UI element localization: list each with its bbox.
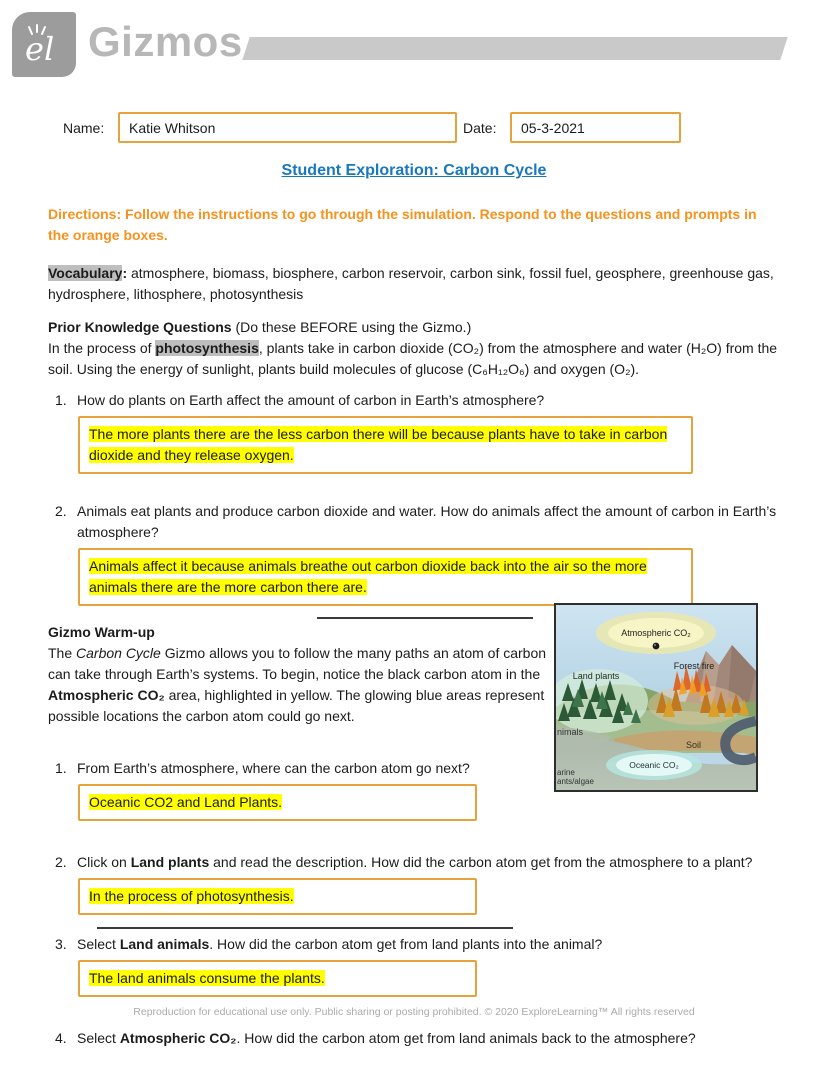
question-text	[77, 852, 780, 873]
answer-blank-line	[97, 927, 513, 929]
forest-fire-label[interactable]: Forest fire	[673, 661, 715, 671]
warmup-run: The	[48, 645, 77, 661]
question-number: 4.	[55, 1030, 67, 1046]
question-number: 1.	[55, 760, 67, 776]
el-script-icon	[12, 12, 76, 77]
question-run: Select	[77, 1030, 120, 1046]
page-title: Student Exploration: Carbon Cycle	[281, 162, 547, 179]
warmup-answer-box-3[interactable]	[78, 960, 477, 997]
warmup-heading: Gizmo Warm-up	[48, 624, 155, 640]
warmup-question-2	[48, 852, 780, 873]
warmup-answer-box-2[interactable]	[78, 878, 477, 915]
oceanic-co2-label[interactable]: Oceanic CO₂	[629, 760, 679, 770]
warmup-answer-box-1[interactable]	[78, 784, 477, 821]
explorelearning-logo	[12, 12, 76, 77]
warmup-run: Gizmo allows you to follow the many paths an atom of carbon can take through Earth’s systems. To begin, notice the black carbon atom in the	[48, 645, 547, 682]
atmospheric-co2-bold: Atmospheric CO₂	[48, 687, 165, 703]
prior-question-2	[48, 501, 780, 543]
question-number: 1.	[55, 392, 67, 408]
prior-answer-box-2[interactable]	[78, 548, 693, 606]
date-label: Date:	[463, 120, 497, 136]
land-plants-bold: Land plants	[130, 854, 210, 870]
land-animals-label[interactable]: nimals	[557, 727, 584, 737]
warmup-run: area, highlighted in yellow. The glowing blue areas represent possible locations the carbon atom could go next.	[48, 687, 545, 724]
vocabulary-label: Vocabulary	[48, 265, 123, 281]
marine-algae-label-2[interactable]: ants/algae	[557, 777, 594, 786]
date-input[interactable]	[510, 112, 681, 143]
carbon-atom-highlight	[654, 644, 656, 646]
question-text: Animals eat plants and produce carbon dioxide and water. How do animals affect the amount of carbon in Earth’s atmosphere?	[77, 503, 777, 540]
question-text	[77, 1028, 780, 1049]
answer-text: The more plants there are the less carbon there will be because plants have to take in carbon dioxide and they release oxygen.	[89, 426, 668, 463]
vocabulary-terms: atmosphere, biomass, biosphere, carbon reservoir, carbon sink, fossil fuel, geosphere, greenhouse gas, hydrosphere, lithosphere, photosynthesis	[48, 265, 774, 302]
question-run: . How did the carbon atom get from land plants into the animal?	[209, 936, 603, 952]
soil-label[interactable]: Soil	[686, 740, 702, 750]
directions-text: Directions: Follow the instructions to go through the simulation. Respond to the questions and prompts in the orange boxes.	[48, 206, 757, 243]
answer-text: Animals affect it because animals breathe out carbon dioxide back into the air so the more animals there are the more carbon there are.	[89, 558, 647, 595]
question-text: How do plants on Earth affect the amount of carbon in Earth’s atmosphere?	[77, 392, 545, 408]
question-run: and read the description. How did the carbon atom get from the atmosphere to a plant?	[209, 854, 753, 870]
answer-blank-line	[317, 617, 533, 619]
answer-text: In the process of photosynthesis.	[89, 888, 294, 904]
photosynthesis-term: photosynthesis	[155, 340, 259, 356]
atmospheric-co2-bold: Atmospheric CO₂	[119, 1030, 237, 1046]
question-run: Select	[77, 936, 120, 952]
prior-knowledge-heading: Prior Knowledge Questions	[48, 319, 232, 335]
question-text: From Earth’s atmosphere, where can the carbon atom go next?	[77, 760, 470, 776]
name-input[interactable]	[118, 112, 457, 143]
prior-question-1	[48, 390, 780, 411]
answer-text: The land animals consume the plants.	[89, 970, 325, 986]
warmup-section	[48, 617, 780, 1049]
atmospheric-co2-label[interactable]: Atmospheric CO₂	[621, 628, 691, 638]
document-body	[48, 204, 780, 1049]
question-number: 2.	[55, 854, 67, 870]
svg-text:el: el	[25, 30, 55, 68]
header-decorative-bar	[242, 37, 787, 60]
warmup-question-3	[48, 934, 780, 955]
question-text	[77, 934, 780, 955]
carbon-cycle-sim-image	[554, 603, 758, 792]
prior-paragraph-run: In the process of	[48, 340, 156, 356]
carbon-atom-dot[interactable]	[653, 643, 660, 650]
prior-knowledge-heading-note: (Do these BEFORE using the Gizmo.)	[231, 319, 472, 335]
brand-text: Gizmos	[88, 18, 243, 65]
prior-knowledge-section	[48, 317, 780, 380]
vocabulary-paragraph	[48, 263, 780, 305]
vocabulary-separator: :	[122, 265, 131, 281]
question-run: Click on	[77, 854, 131, 870]
warmup-question-1	[48, 758, 558, 779]
prior-answer-box-1[interactable]	[78, 416, 693, 474]
land-plants-label[interactable]: Land plants	[572, 671, 620, 681]
warmup-paragraph	[48, 643, 550, 727]
warmup-question-4	[48, 1028, 780, 1049]
footer-text: Reproduction for educational use only. Public sharing or posting prohibited. © 2020 ExploreLearning™ All rights reserved	[133, 1006, 695, 1018]
question-number: 3.	[55, 936, 67, 952]
land-animals-bold: Land animals	[119, 936, 210, 952]
name-label: Name:	[63, 120, 105, 136]
marine-algae-label[interactable]: arine	[557, 768, 575, 777]
prior-paragraph-run: , plants take in carbon dioxide (CO₂) from the atmosphere and water (H₂O) from the soil. Using the energy of sunlight, plants build molecules of glucose (C₆H₁₂O₆) and oxygen (O₂).	[48, 340, 778, 377]
gizmo-name-italic: Carbon Cycle	[76, 645, 161, 661]
answer-text: Oceanic CO2 and Land Plants.	[89, 794, 283, 810]
question-number: 2.	[55, 503, 67, 519]
question-run: . How did the carbon atom get from land animals back to the atmosphere?	[236, 1030, 696, 1046]
